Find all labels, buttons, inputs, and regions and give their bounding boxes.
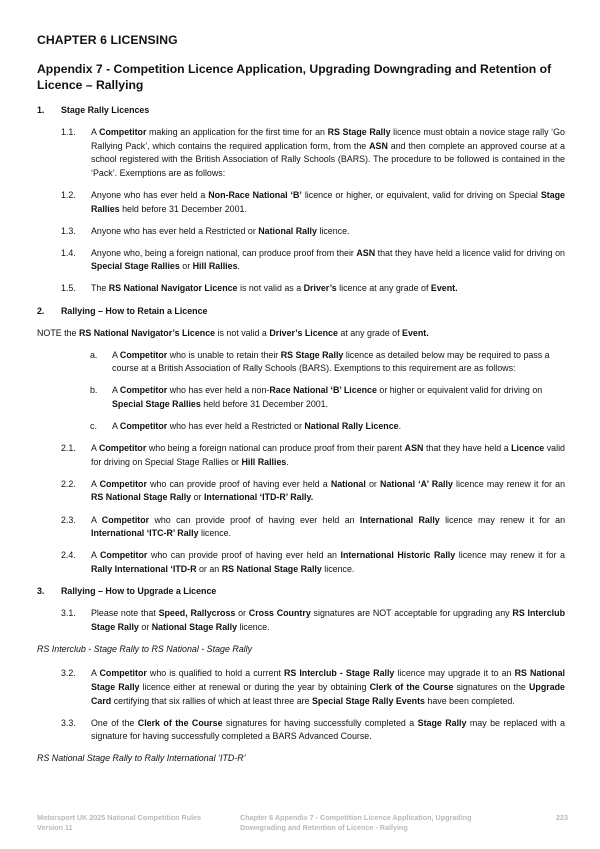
subheading-national: RS National Stage Rally to Rally International ‘ITD-R’ bbox=[37, 753, 246, 764]
clause-3-1: 3.1. Please note that Speed, Rallycross or Cross Country signatures are NOT acceptable for upgrading any RS Interclub Stage Rally or National Stage Rally licence. bbox=[61, 608, 565, 632]
note-paragraph: NOTE the RS National Navigator’s Licence is not valid a Driver’s Licence at any grade of Event. bbox=[37, 327, 429, 338]
clause-2-1: 2.1. A Competitor who being a foreign national can produce proof from their parent ASN that they have held a Licence valid for driving on Special Stage Rallies or Hill Rallies. bbox=[61, 443, 565, 467]
clause-1-5: 1.5. The RS National Navigator Licence is not valid as a Driver’s licence at any grade of Event. bbox=[61, 283, 458, 294]
clause-1-2: 1.2. Anyone who has ever held a Non-Race National ‘B’ licence or higher, or equivalent, valid for driving on Special Stage Rallies held before 31 December 2001. bbox=[61, 189, 565, 214]
clause-2-2: 2.2. A Competitor who can provide proof of having ever held a National or National ‘A’ Rally licence may renew it for an RS National Stage Rally or International ‘ITD-R’ Rally. bbox=[61, 478, 565, 503]
clause-2-c: c. A Competitor who has ever held a Restricted or National Rally Licence. bbox=[90, 421, 402, 432]
clause-3-2: 3.2. A Competitor who is qualified to hold a current RS Interclub - Stage Rally licence may upgrade it to an RS National Stage Rally licence either at renewal or during the year by obtaining Clerk of the Course signatures on the Upgrade Card certifying that six rallies of which at least three are Special Stage Rally Events have been completed. bbox=[61, 668, 565, 706]
clause-2-4: 2.4. A Competitor who can provide proof of having ever held an International Historic Rally licence may renew it for a Rally International ‘ITD-R or an RS National Stage Rally licence. bbox=[61, 550, 565, 574]
clause-3-3: 3.3. One of the Clerk of the Course signatures for having successfully completed a Stage Rally may be replaced with a signature for having successfully completed a BARS Advanced Course. bbox=[61, 717, 565, 742]
clause-1-1: 1.1. A Competitor making an application for the first time for an RS Stage Rally licence must obtain a novice stage rally ‘Go Rallying Pack’, which contains the required application form, from the ASN and then complete an approved course at a school registered with the British Association of Rally Schools (BARS). The procedure to be followed is contained in the ‘Pack’. Exemptions are as follows: bbox=[61, 127, 565, 178]
chapter-title: CHAPTER 6 LICENSING bbox=[37, 33, 178, 47]
section-heading: 3. Rallying – How to Upgrade a Licence bbox=[37, 585, 217, 596]
section-heading: 2. Rallying – How to Retain a Licence bbox=[37, 305, 208, 316]
page-number: 223 bbox=[556, 813, 568, 822]
clause-1-3: 1.3. Anyone who has ever held a Restricted or National Rally licence. bbox=[61, 225, 350, 236]
clause-2-a: a. A Competitor who is unable to retain their RS Stage Rally licence as detailed below may be required to pass a course at a British Association of Rally Schools (BARS). Exemptions to this requirement are as follows: bbox=[90, 349, 550, 374]
section-heading: 1. Stage Rally Licences bbox=[37, 105, 150, 115]
footer-center: Chapter 6 Appendix 7 - Competition Licence Application, Upgrading Downgrading and Retention of Licence - Rallying bbox=[240, 813, 472, 832]
clause-2-b: b. A Competitor who has ever held a non-Race National ‘B’ Licence or higher or equivalent valid for driving on Special Stage Rallies held before 31 December 2001. bbox=[90, 385, 543, 409]
clause-1-4: 1.4. Anyone who, being a foreign national, can produce proof from their ASN that they have held a licence valid for driving on Special Stage Rallies or Hill Rallies. bbox=[61, 247, 565, 272]
footer-left: Motorsport UK 2025 National Competition Rules Version 11 bbox=[37, 813, 202, 832]
document-body bbox=[37, 104, 565, 777]
subheading-interclub: RS Interclub - Stage Rally to RS National - Stage Rally bbox=[37, 643, 253, 654]
appendix-title: Appendix 7 - Competition Licence Application, Upgrading Downgrading and Retention of Licence – Rallying bbox=[37, 62, 552, 92]
clause-2-3: 2.3. A Competitor who can provide proof of having ever held an International Rally licence may renew it for an International ‘ITC-R’ Rally licence. bbox=[61, 514, 565, 539]
